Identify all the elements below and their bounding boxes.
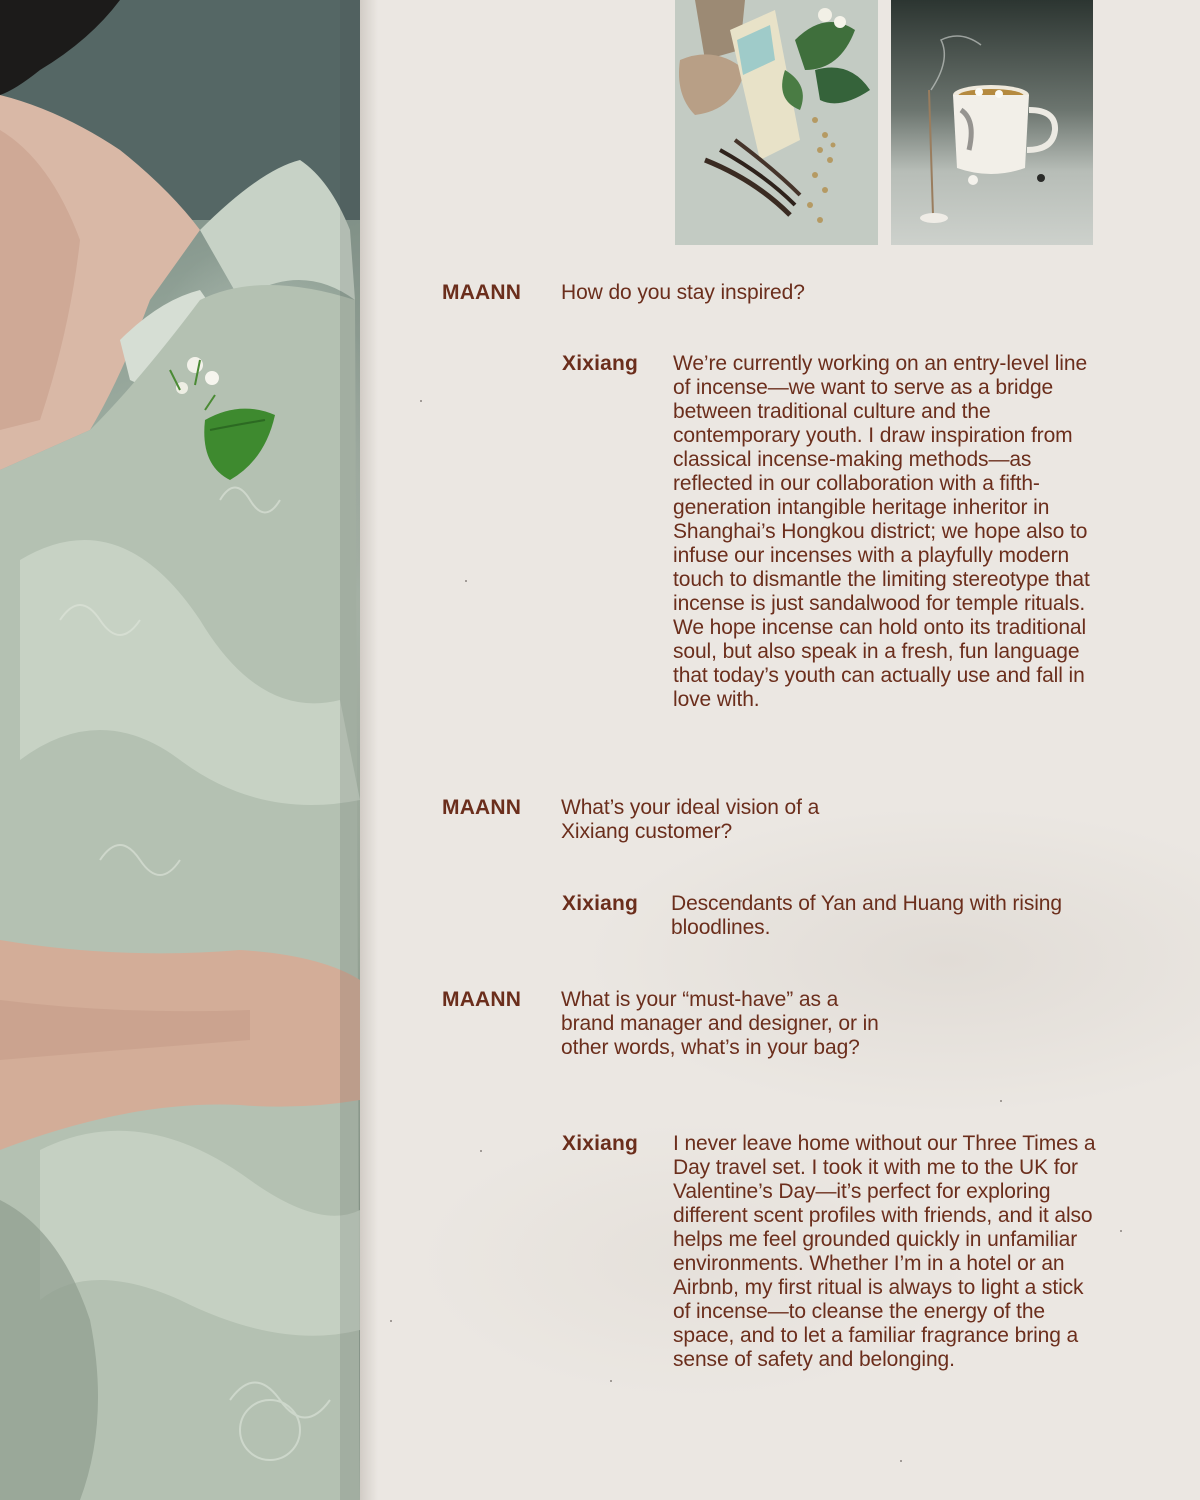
speaker-label: Xixiang bbox=[562, 352, 639, 375]
incense-ingredients-photo bbox=[675, 0, 878, 245]
speaker-label: MAANN bbox=[442, 988, 522, 1011]
model-photo bbox=[0, 0, 360, 1500]
question-text: How do you stay inspired? bbox=[561, 281, 805, 304]
answer-text: Descendants of Yan and Huang with rising bloodlines. bbox=[671, 892, 1062, 939]
question-text: What’s your ideal vision of a Xixiang customer? bbox=[561, 796, 820, 843]
speaker-label: Xixiang bbox=[562, 1132, 639, 1155]
answer-text: I never leave home without our Three Times a Day travel set. I took it with me to the UK for Valentine’s Day—it’s perfect for exploring different scent profiles with friends, and it also helps me feel grounded quickly in unfamiliar environments. Whether I’m in a hotel or an Airbnb, my first ritual is always to light a stick of incense—to cleanse the energy of the space, and to let a familiar fragrance bring a sense of safety and belonging. bbox=[673, 1132, 1096, 1371]
speaker-label: MAANN bbox=[442, 796, 522, 819]
speaker-label: Xixiang bbox=[562, 892, 639, 915]
incense-mug-photo bbox=[891, 0, 1093, 245]
question-text: What is your “must-have” as a brand manager and designer, or in other words, what’s in your bag? bbox=[561, 988, 879, 1059]
speaker-label: MAANN bbox=[442, 281, 522, 304]
answer-text: We’re currently working on an entry-level line of incense—we want to serve as a bridge between traditional culture and the contemporary youth. I draw inspiration from classical incense-making methods—as reflected in our collaboration with a fifth-generation intangible heritage inheritor in Shanghai’s Hongkou district; we hope also to infuse our incenses with a playfully modern touch to dismantle the limiting stereotype that incense is just sandalwood for temple rituals. We hope incense can hold onto its traditional soul, but also speak in a fresh, fun language that today’s youth can actually use and fall in love with. bbox=[673, 352, 1090, 711]
